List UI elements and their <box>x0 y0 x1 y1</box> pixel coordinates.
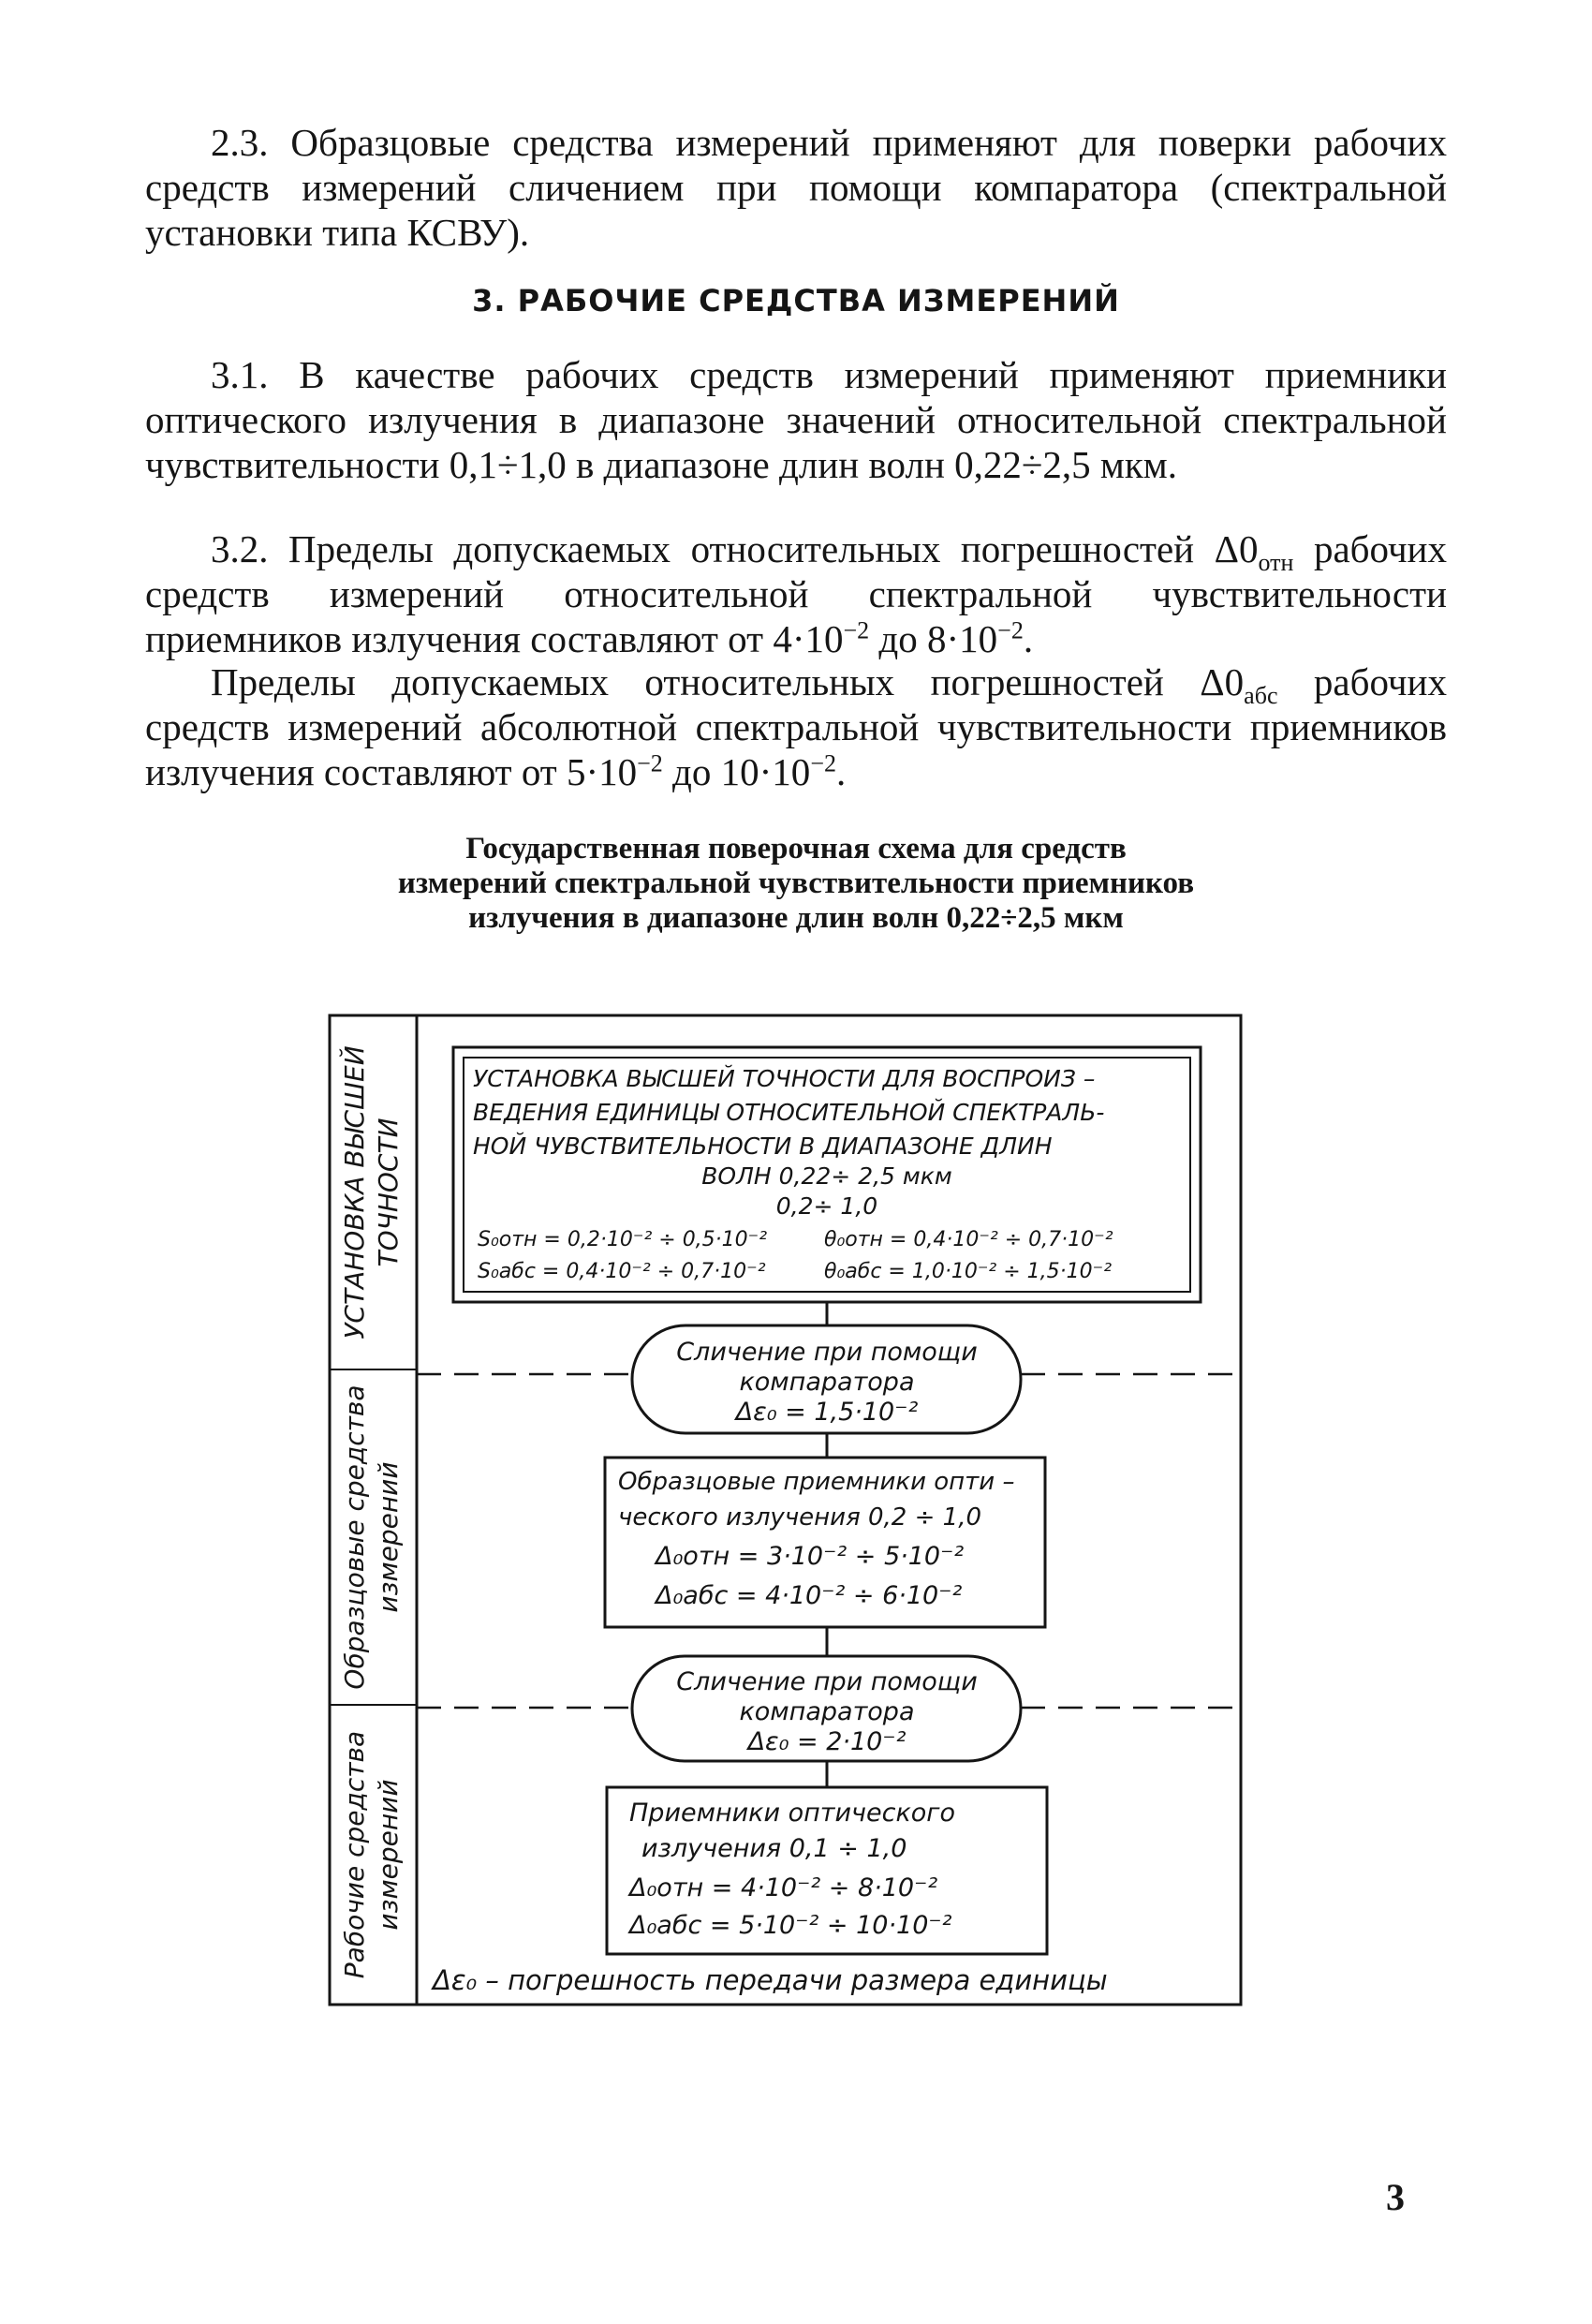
top-box-line6a: S₀отн = 0,2·10⁻² ÷ 0,5·10⁻² <box>478 1228 768 1251</box>
paragraph-2-3: 2.3. Образцовые средства измерений применяют для поверки рабочих средств измерений сличением при помощи компаратора (спектральной установки типа КСВУ). <box>145 121 1447 254</box>
caption-line-1: Государственная поверочная схема для средств <box>465 832 1127 866</box>
label-top-line2: ТОЧНОСТИ <box>373 1118 404 1267</box>
top-box-line3: НОЙ ЧУВСТВИТЕЛЬНОСТИ В ДИАПАЗОНЕ ДЛИН <box>473 1132 1053 1160</box>
p32-text-2: рабочих средств измерений относительной спектральной чувствительности приемников излучения составляют от 4·10 <box>145 527 1448 660</box>
top-box-line1: УСТАНОВКА ВЫСШЕЙ ТОЧНОСТИ ДЛЯ ВОСПРОИЗ – <box>473 1065 1096 1092</box>
section-heading: 3. РАБОЧИЕ СРЕДСТВА ИЗМЕРЕНИЙ <box>472 283 1120 318</box>
label-top-line1: УСТАНОВКА ВЫСШЕЙ <box>339 1045 370 1340</box>
pabs-symbol-sub: абс <box>1244 682 1278 710</box>
top-box-line4: ВОЛН 0,22÷ 2,5 мкм <box>701 1162 952 1190</box>
comparator-2-line2: компаратора <box>739 1697 915 1726</box>
p32-symbol-sub: отн <box>1258 549 1294 577</box>
working-box-line1: Приемники оптического <box>629 1799 955 1828</box>
pabs-exp-1: −2 <box>637 749 663 777</box>
p32-symbol-base: 0 <box>1238 527 1259 570</box>
top-box-line6b: θ₀отн = 0,4·10⁻² ÷ 0,7·10⁻² <box>824 1228 1113 1251</box>
working-box-line2: излучения 0,1 ÷ 1,0 <box>641 1834 907 1863</box>
reference-box-line3: Δ₀отн = 3·10⁻² ÷ 5·10⁻² <box>656 1542 965 1571</box>
p32-text-1: 3.2. Пределы допускаемых относительных погрешностей Δ <box>211 527 1239 570</box>
paragraph-3-1: 3.1. В качестве рабочих средств измерений применяют приемники оптического излучения в диапазоне значений относительной спектральной чувствительности 0,1÷1,0 в диапазоне длин волн 0,22÷2,5 мкм. <box>145 353 1447 486</box>
pabs-text-4: . <box>835 750 847 793</box>
pabs-text-1: Пределы допускаемых относительных погрешностей Δ <box>211 660 1225 703</box>
pabs-exp-2: −2 <box>810 749 836 777</box>
comparator-2-line1: Сличение при помощи <box>676 1667 978 1696</box>
comparator-2-line3: Δε₀ = 2·10⁻² <box>747 1727 907 1756</box>
scheme-footnote: Δε₀ – погрешность передачи размера единицы <box>433 1964 1108 1996</box>
working-box-line4: Δ₀абс = 5·10⁻² ÷ 10·10⁻² <box>629 1911 952 1940</box>
p32-exp-2: −2 <box>997 616 1024 644</box>
label-mid-line2: измерений <box>373 1461 404 1613</box>
pabs-text-3: до 10·10 <box>662 750 811 793</box>
working-box-line3: Δ₀отн = 4·10⁻² ÷ 8·10⁻² <box>629 1873 938 1902</box>
top-box-line7b: θ₀абс = 1,0·10⁻² ÷ 1,5·10⁻² <box>824 1260 1113 1283</box>
caption-line-2: измерений спектральной чувствительности приемников <box>397 866 1195 900</box>
label-bottom-line2: измерений <box>373 1779 404 1931</box>
comparator-1-line1: Сличение при помощи <box>676 1338 978 1367</box>
reference-box-line1: Образцовые приемники опти – <box>618 1468 1015 1496</box>
p32-text-4: . <box>1023 617 1034 660</box>
label-bottom-line1: Рабочие средства <box>339 1730 370 1979</box>
comparator-1-line2: компаратора <box>739 1368 915 1397</box>
reference-box-line2: ческого излучения 0,2 ÷ 1,0 <box>618 1503 981 1532</box>
comparator-1-line3: Δε₀ = 1,5·10⁻² <box>735 1398 919 1427</box>
top-box-line2: ВЕДЕНИЯ ЕДИНИЦЫ ОТНОСИТЕЛЬНОЙ СПЕКТРАЛЬ- <box>473 1099 1105 1126</box>
p32-exp-1: −2 <box>843 616 870 644</box>
top-box-line7a: S₀абс = 0,4·10⁻² ÷ 0,7·10⁻² <box>478 1260 766 1283</box>
pabs-symbol-base: 0 <box>1224 660 1245 703</box>
p32-text-3: до 8·10 <box>869 617 998 660</box>
pabs-text-2: рабочих средств измерений абсолютной спектральной чувствительности приемников излучения составляют от 5·10 <box>145 660 1447 793</box>
page-number: 3 <box>1386 2176 1405 2218</box>
top-box-line5: 0,2÷ 1,0 <box>775 1192 878 1220</box>
caption-line-3: излучения в диапазоне длин волн 0,22÷2,5 мкм <box>468 901 1124 935</box>
reference-box-line4: Δ₀абс = 4·10⁻² ÷ 6·10⁻² <box>656 1581 963 1610</box>
label-mid-line1: Образцовые средства <box>339 1384 370 1690</box>
